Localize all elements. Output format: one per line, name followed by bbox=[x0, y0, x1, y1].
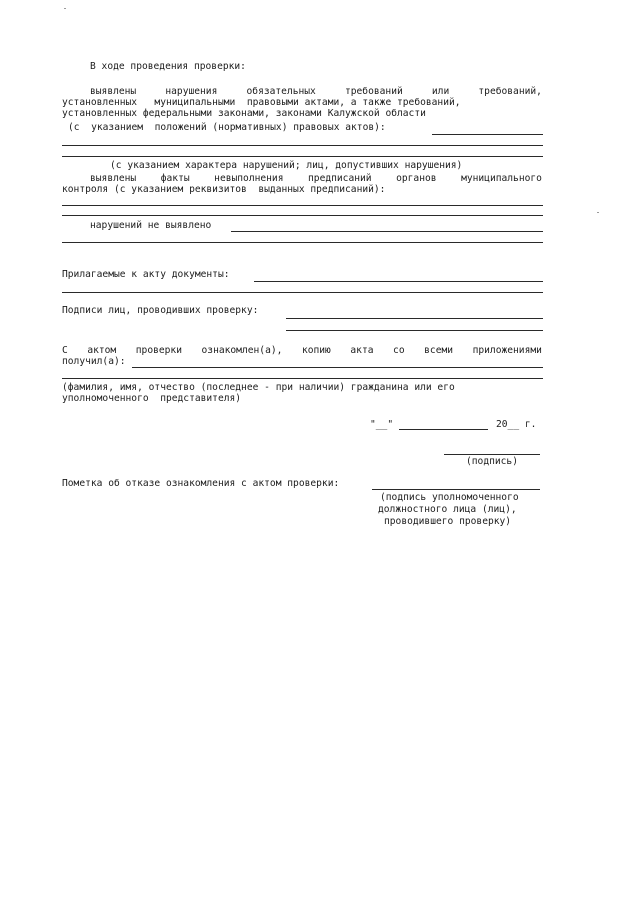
word: факты bbox=[160, 173, 190, 184]
word: нарушения bbox=[165, 86, 218, 97]
acquainted-line-1 bbox=[62, 345, 542, 356]
word: обязательных bbox=[246, 86, 316, 97]
violations-caption: (с указанием характера нарушений; лиц, допустивших нарушения) bbox=[110, 160, 463, 171]
orders-line-1 bbox=[90, 173, 542, 184]
refusal-label: Пометка об отказе ознакомления с актом проверки: bbox=[62, 478, 340, 489]
fill-line[interactable] bbox=[62, 145, 543, 146]
word: органов bbox=[396, 173, 437, 184]
signatures-label: Подписи лиц, проводивших проверку: bbox=[62, 305, 259, 316]
word: предписаний bbox=[308, 173, 372, 184]
word: акта bbox=[350, 345, 374, 356]
word: требований bbox=[344, 86, 403, 97]
intro-text: В ходе проведения проверки: bbox=[90, 61, 246, 72]
orders-line-2: контроля (с указанием реквизитов выданных предписаний): bbox=[62, 184, 386, 195]
refusal-caption-2: должностного лица (лиц), bbox=[378, 504, 517, 515]
fill-line[interactable] bbox=[254, 281, 543, 282]
word: копию bbox=[301, 345, 331, 356]
violations-line-3: установленных федеральными законами, законами Калужской области bbox=[62, 108, 426, 119]
fill-line[interactable] bbox=[62, 215, 543, 216]
word: выявлены bbox=[90, 173, 137, 184]
fill-line[interactable] bbox=[231, 231, 543, 232]
word: ознакомлен(а), bbox=[201, 345, 283, 356]
word: С bbox=[62, 345, 68, 356]
scan-speck bbox=[64, 8, 66, 9]
word: со bbox=[393, 345, 405, 356]
fill-line[interactable] bbox=[62, 156, 543, 157]
fill-line[interactable] bbox=[62, 292, 543, 293]
attached-docs-label: Прилагаемые к акту документы: bbox=[62, 269, 230, 280]
fill-line[interactable] bbox=[62, 378, 543, 379]
refusal-signature-line[interactable] bbox=[372, 489, 540, 490]
fill-line[interactable] bbox=[286, 318, 543, 319]
fill-line[interactable] bbox=[62, 205, 543, 206]
word: актом bbox=[87, 345, 117, 356]
word: всеми bbox=[424, 345, 454, 356]
violations-line-2: установленных муниципальными правовыми актами, а также требований, bbox=[62, 97, 461, 108]
scan-speck bbox=[597, 212, 599, 213]
signature-line[interactable] bbox=[444, 454, 540, 455]
word: невыполнения bbox=[214, 173, 284, 184]
word: муниципального bbox=[461, 173, 542, 184]
violations-line-1 bbox=[90, 86, 542, 97]
fill-line[interactable] bbox=[132, 367, 543, 368]
acquainted-caption-1: (фамилия, имя, отчество (последнее - при наличии) гражданина или его bbox=[62, 382, 455, 393]
acquainted-line-2: получил(а): bbox=[62, 356, 126, 367]
fill-line[interactable] bbox=[62, 242, 543, 243]
no-violations-label: нарушений не выявлено bbox=[90, 220, 212, 231]
violations-line-4: (с указанием положений (нормативных) правовых актов): bbox=[68, 122, 386, 133]
word: проверки bbox=[135, 345, 182, 356]
date-day: "__" bbox=[370, 419, 394, 430]
word: приложениями bbox=[472, 345, 542, 356]
acquainted-caption-2: уполномоченного представителя) bbox=[62, 393, 242, 404]
word: выявлены bbox=[90, 86, 137, 97]
refusal-caption-1: (подпись уполномоченного bbox=[380, 492, 519, 503]
fill-line[interactable] bbox=[286, 330, 543, 331]
word: требований, bbox=[478, 86, 542, 97]
signature-caption: (подпись) bbox=[466, 456, 518, 467]
date-year: 20__ г. bbox=[496, 419, 537, 430]
date-month-line[interactable] bbox=[399, 429, 488, 430]
word: или bbox=[431, 86, 450, 97]
refusal-caption-3: проводившего проверку) bbox=[384, 516, 512, 527]
fill-line[interactable] bbox=[432, 134, 543, 135]
